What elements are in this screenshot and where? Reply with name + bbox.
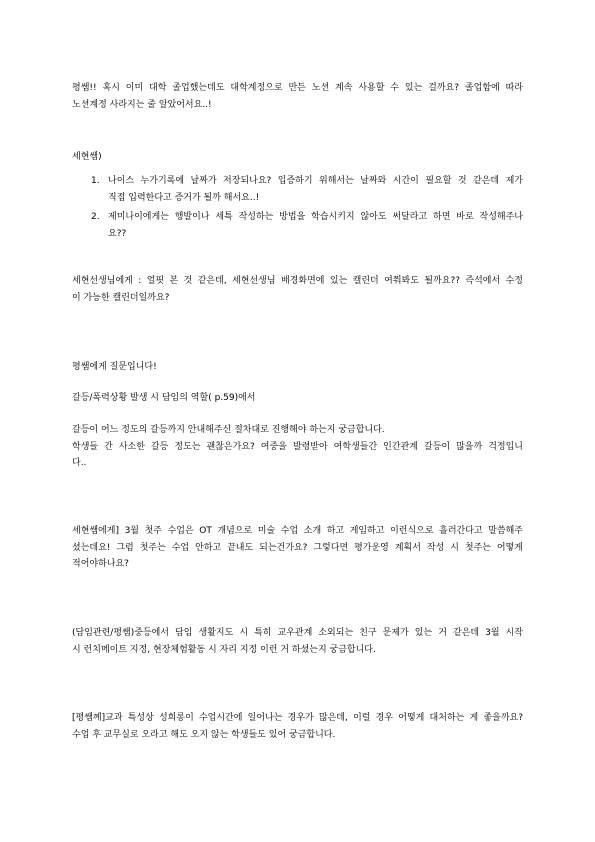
harassment-question-paragraph bbox=[72, 710, 523, 743]
homeroom-question-paragraph bbox=[72, 625, 523, 658]
paragraph-line: 갈등이 어느 정도의 갈등까지 안내해주신 절차대로 진행해야 하는지 궁금합니다. bbox=[72, 425, 385, 435]
paragraph-line: 수업 후 교무실로 오라고 해도 오지 않는 학생들도 있어 궁금합니다. bbox=[72, 729, 336, 740]
paragraph-line: [평쌤께]교과 특성상 성희롱이 수업시간에 일어나는 경우가 많은데, 이럴 경우 어떻게 대처하는 게 좋을까요? bbox=[72, 713, 523, 723]
notion-question-paragraph bbox=[72, 80, 523, 113]
paragraph-line: (담임관련/평쌤)중등에서 담임 생활지도 시 특히 교우관계 소외되는 친구 문제가 있는 거 같은데 3월 시작 bbox=[72, 628, 523, 638]
conflict-question-paragraph bbox=[72, 422, 523, 472]
reference-text: 갈등/폭력상황 발생 시 담임의 역할( p.59)에서 bbox=[72, 393, 256, 403]
pyeong-heading bbox=[72, 359, 523, 376]
paragraph-line: 다.. bbox=[72, 458, 87, 468]
heading-text: 평쌤에게 질문입니다! bbox=[72, 362, 157, 372]
paragraph-line: 학생들 간 사소한 갈등 정도는 괜찮은가요? 여중을 발령받아 여학생들간 인간관계 갈등이 많을까 걱정입니 bbox=[72, 441, 523, 452]
paragraph-line: 직접 입력한다고 증거가 될까 해서요..! bbox=[108, 192, 260, 203]
paragraph-line: 세현쌤에게] 3월 첫주 수업은 OT 개념으로 미술 수업 소개 하고 게임하고 이런식으로 흘러간다고 말씀해주 bbox=[72, 526, 523, 536]
heading-text: 세현쌤) bbox=[72, 152, 102, 162]
paragraph-line: 노션계정 사라지는 줄 알았어서요..! bbox=[72, 99, 212, 110]
list-number: 2. bbox=[91, 212, 100, 222]
sehyun-heading bbox=[72, 149, 523, 166]
paragraph-line: 셨는데요! 그럼 첫주는 수업 안하고 끝내도 되는건가요? 그렇다면 평가운영 계획서 작성 시 첫주는 어떻게 bbox=[72, 542, 523, 553]
list-number: 1. bbox=[91, 176, 100, 186]
paragraph-line: 세현선생님에게 : 얼핏 본 것 같은데, 세현선생님 배경화면에 있는 캘린더 여쭤봐도 될까요?? 즉석에서 수정 bbox=[72, 276, 523, 286]
ot-question-paragraph bbox=[72, 523, 523, 573]
calendar-question-paragraph bbox=[72, 273, 523, 306]
paragraph-line: 요?? bbox=[108, 228, 127, 239]
conflict-reference bbox=[72, 390, 523, 407]
paragraph-line: 평쌤!! 혹시 이미 대학 졸업했는데도 대학계정으로 만든 노션 계속 사용할 수 있는 걸까요? 졸업함에 따라 bbox=[72, 83, 523, 93]
list-item-text bbox=[108, 209, 523, 242]
paragraph-line: 이 가능한 캘린더일까요? bbox=[72, 292, 170, 303]
paragraph-line: 적어야하나요? bbox=[72, 559, 129, 569]
paragraph-line: 시 런치메이트 지정, 현장체험활동 시 자리 지정 이런 거 하셨는지 궁금합니다. bbox=[72, 644, 376, 655]
paragraph-line: 나이스 누가기록에 날짜가 저장되나요? 입증하기 위해서는 날짜와 시간이 필요할 것 같은데 제가 bbox=[108, 176, 523, 186]
paragraph-line: 제미나이에게는 행발이나 세특 작성하는 방법을 학습시키지 않아도 써달라고 하면 바로 작성해주나 bbox=[108, 212, 523, 222]
list-item-text bbox=[108, 173, 523, 206]
